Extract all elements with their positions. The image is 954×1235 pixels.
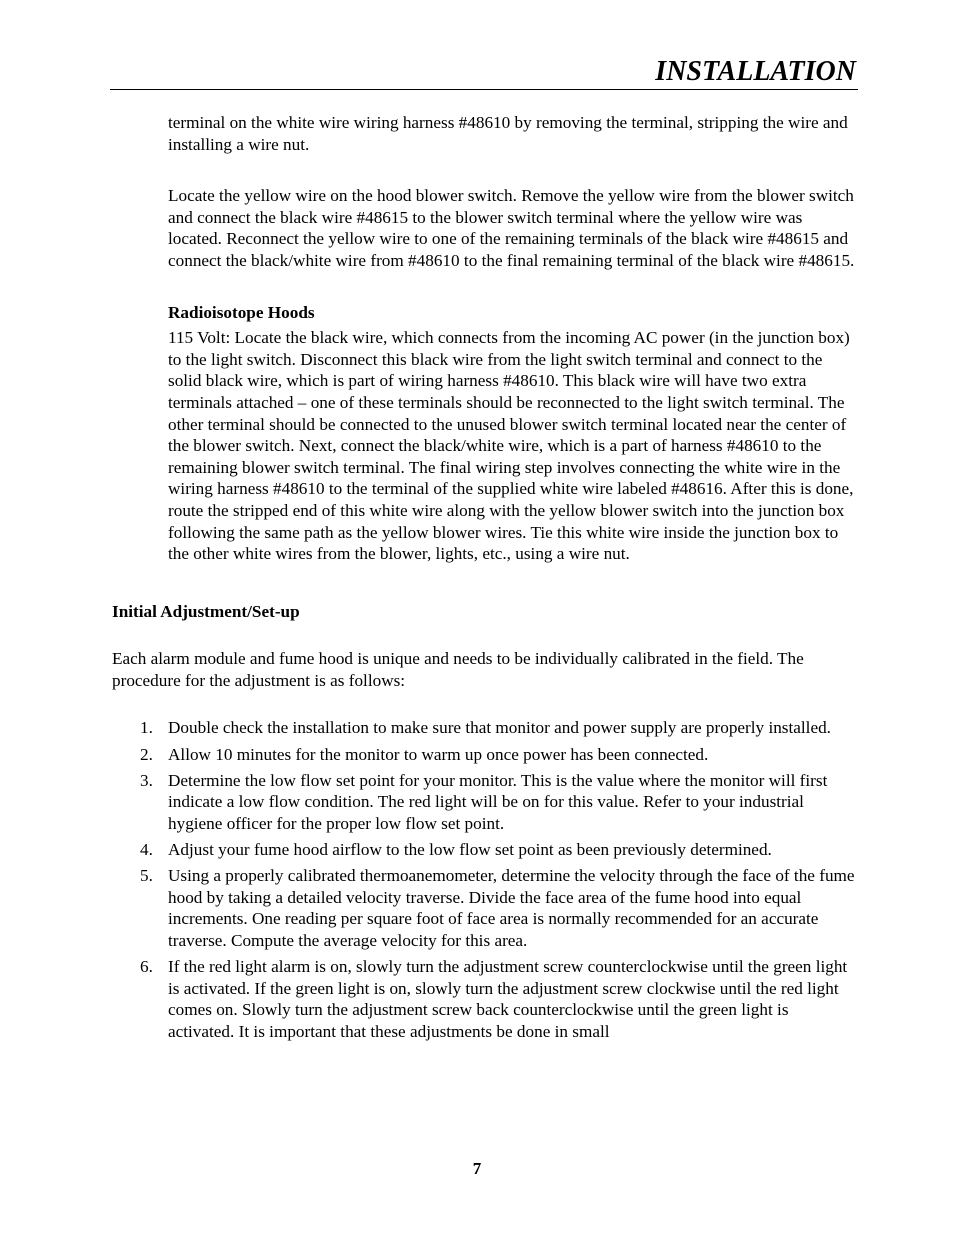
step-text: Allow 10 minutes for the monitor to warm up once power has been connected. [168, 744, 709, 764]
step-text: Determine the low flow set point for your monitor. This is the value where the monitor will first indicate a low flow condition. The red light will be on for this value. Refer to your industrial hygiene officer for the proper low flow set point. [168, 770, 828, 833]
step-number: 2. [140, 744, 153, 764]
list-item [112, 770, 858, 835]
step-number: 4. [140, 839, 153, 859]
step-number: 6. [140, 956, 153, 976]
radioisotope-hoods-heading: Radioisotope Hoods [168, 302, 315, 322]
step-text: Using a properly calibrated thermoanemometer, determine the velocity through the face of the fume hood by taking a detailed velocity traverse. Divide the face area of the fume hood into equal increments. One reading per square foot of face area is normally recommended for an accurate traverse. Compute the average velocity for this area. [168, 866, 855, 950]
header-divider [110, 89, 858, 90]
page-content [112, 112, 858, 1047]
step-number: 1. [140, 718, 153, 738]
step-number: 5. [140, 866, 153, 886]
page-title: INSTALLATION [655, 56, 856, 87]
step-text: Double check the installation to make sure that monitor and power supply are properly installed. [168, 718, 831, 738]
paragraph-harness-terminal: terminal on the white wire wiring harness #48610 by removing the terminal, stripping the wire and installing a wire nut. [168, 113, 848, 154]
step-number: 3. [140, 770, 153, 790]
step-text: Adjust your fume hood airflow to the low flow set point as been previously determined. [168, 839, 772, 859]
adjustment-steps-list [112, 717, 858, 1042]
list-item [112, 839, 858, 861]
paragraph-yellow-wire: Locate the yellow wire on the hood blower switch. Remove the yellow wire from the blower switch and connect the black wire #48615 to the blower switch terminal where the yellow wire was located. Reconnect the yellow wire to one of the remaining terminals of the black wire #48615 and connect the black/white wire from #48610 to the final remaining terminal of the black wire #48615. [168, 186, 855, 270]
page-number: 7 [472, 1159, 482, 1178]
step-text: If the red light alarm is on, slowly turn the adjustment screw counterclockwise until the green light is activated. If the green light is on, slowly turn the adjustment screw clockwise until the red light comes on. Slowly turn the adjustment screw back counterclockwise until the green light is activated. It is important that these adjustments be done in small [168, 956, 848, 1041]
list-item [112, 956, 858, 1042]
initial-adjustment-heading: Initial Adjustment/Set-up [112, 601, 300, 621]
list-item [112, 717, 858, 739]
paragraph-115-volt: 115 Volt: Locate the black wire, which connects from the incoming AC power (in the junction box) to the light switch. Disconnect this black wire from the light switch terminal and connect to the solid black wire, which is part of wiring harness #48610. This black wire will have two extra terminals attached – one of these terminals should be reconnected to the light switch terminal. The other terminal should be connected to the unused blower switch terminal located near the center of the blower switch. Next, connect the black/white wire, which is a part of harness #48610 to the remaining blower switch terminal. The final wiring step involves connecting the white wire in the wiring harness #48610 to the terminal of the supplied white wire labeled #48616. After this is done, route the stripped end of this white wire along with the yellow blower switch into the junction box following the same path as the yellow blower wires. Tie this white wire inside the junction box to the other white wires from the blower, lights, etc., using a wire nut. [168, 328, 854, 564]
list-item [112, 865, 858, 951]
paragraph-calibration-intro: Each alarm module and fume hood is unique and needs to be individually calibrated in the field. The procedure for the adjustment is as follows: [112, 649, 804, 690]
list-item [112, 744, 858, 766]
